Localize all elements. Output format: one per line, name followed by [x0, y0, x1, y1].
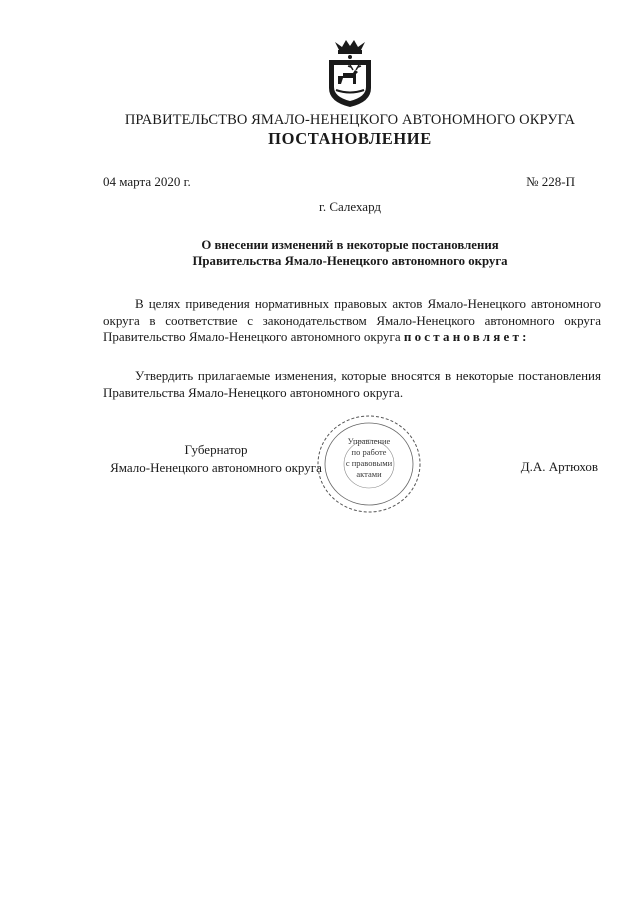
- stamp-line-4: актами: [356, 469, 382, 479]
- subject-line-2: Правительства Ямало-Ненецкого автономного округа: [192, 254, 508, 268]
- document-type: ПОСТАНОВЛЕНИЕ: [268, 129, 432, 148]
- signer-position-line-1: Губернатор: [184, 442, 248, 457]
- signer-name: Д.А. Артюхов: [520, 459, 598, 474]
- body-paragraph-1: [103, 296, 601, 346]
- signer-position-line-2: Ямало-Ненецкого автономного округа: [110, 460, 322, 475]
- resolution-verb: постановляет:: [403, 329, 530, 344]
- stamp-line-1: Управление: [347, 436, 391, 446]
- document-subject: [150, 237, 550, 269]
- stamp-line-3: с правовыми: [345, 458, 393, 468]
- government-title: ПРАВИТЕЛЬСТВО ЯМАЛО-НЕНЕЦКОГО АВТОНОМНОГО ОКРУГА: [124, 112, 576, 128]
- yanao-coat-of-arms-icon: [325, 40, 375, 108]
- round-seal-stamp-icon: [314, 412, 424, 516]
- signer-position: [96, 441, 336, 477]
- stamp-line-2: по работе: [351, 447, 387, 457]
- document-number: № 228-П: [526, 174, 575, 189]
- subject-line-1: О внесении изменений в некоторые постановления: [201, 238, 499, 252]
- document-city: г. Салехард: [318, 199, 382, 214]
- body-paragraph-1-text: В целях приведения нормативных правовых актов Ямало-Ненецкого автономного округа в соответствие с законодательством Ямало-Ненецкого автономного округа Правительство Ямало-Ненецкого автономного округа: [103, 296, 601, 344]
- document-date: 04 марта 2020 г.: [103, 174, 191, 189]
- body-paragraph-2: Утвердить прилагаемые изменения, которые вносятся в некоторые постановления Правительства Ямало-Ненецкого автономного округа.: [103, 368, 601, 400]
- stamp-text: [314, 436, 424, 480]
